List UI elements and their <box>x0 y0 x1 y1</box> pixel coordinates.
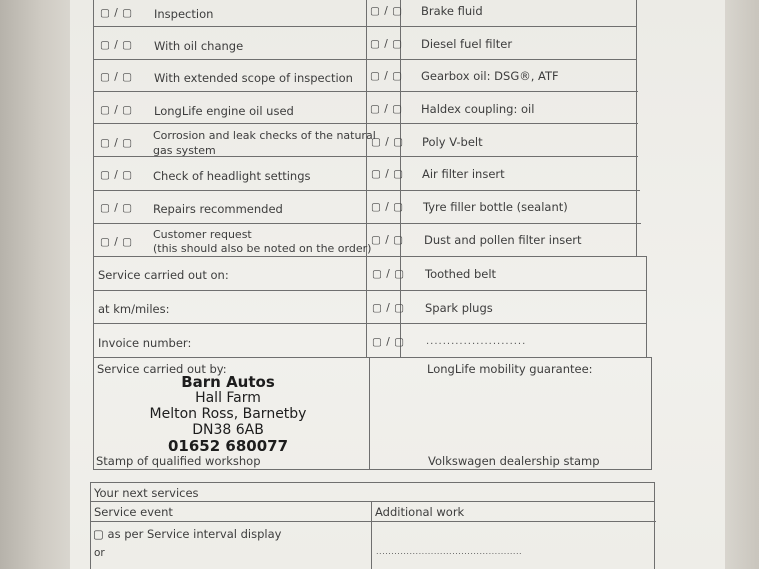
row-line <box>93 357 651 358</box>
item-brake-fluid: Brake fluid <box>421 4 483 18</box>
item-inspection: Inspection <box>154 7 214 21</box>
invoice-number-label: Invoice number: <box>98 336 192 350</box>
item-longlife-oil: LongLife engine oil used <box>154 104 294 118</box>
item-corrosion-check-line1: Corrosion and leak checks of the natural <box>153 129 376 142</box>
row-line <box>93 223 641 224</box>
item-customer-request-line2: (this should also be noted on the order) <box>153 242 372 255</box>
row-line <box>93 123 638 124</box>
workshop-postcode: DN38 6AB <box>192 422 264 438</box>
row-line <box>93 91 638 92</box>
checkbox-pair[interactable]: ▢ / ▢ <box>100 137 133 149</box>
checkbox-pair[interactable]: ▢ / ▢ <box>372 302 405 314</box>
workshop-stamp <box>98 374 358 454</box>
workshop-phone: 01652 680077 <box>167 437 289 455</box>
next-table-right <box>654 482 655 569</box>
item-corrosion-check-line2: gas system <box>153 144 216 157</box>
col-additional-work: Additional work <box>375 505 465 519</box>
item-headlight-check: Check of headlight settings <box>153 169 311 183</box>
checkbox-pair[interactable]: ▢ / ▢ <box>100 71 133 83</box>
item-oil-change: With oil change <box>154 39 244 53</box>
workshop-address-line1: Hall Farm <box>195 390 261 406</box>
checkbox-pair[interactable]: ▢ / ▢ <box>100 104 133 116</box>
row-line <box>93 290 646 291</box>
checkbox-pair[interactable]: ▢ / ▢ <box>370 103 403 115</box>
row-line <box>93 59 636 60</box>
checkbox-pair[interactable]: ▢ / ▢ <box>371 168 404 180</box>
checkbox-pair[interactable]: ▢ / ▢ <box>100 39 133 51</box>
service-carried-out-by-label: Service carried out by: <box>97 362 227 376</box>
checkbox-pair[interactable]: ▢ / ▢ <box>372 268 405 280</box>
table-border-bottom <box>93 469 651 470</box>
workshop-address-line2: Melton Ross, Barnetby <box>149 406 307 422</box>
or-label: or <box>94 547 105 559</box>
longlife-guarantee-label: LongLife mobility guarantee: <box>427 362 593 376</box>
table-border-left <box>93 0 94 470</box>
checkbox-pair[interactable]: ▢ / ▢ <box>371 234 404 246</box>
row-line <box>93 190 640 191</box>
item-customer-request-line1: Customer request <box>153 228 252 241</box>
col-service-event: Service event <box>94 505 173 519</box>
checkbox-pair[interactable]: ▢ / ▢ <box>370 70 403 82</box>
service-record-page <box>70 0 725 569</box>
next-table-divider <box>371 501 372 569</box>
item-repairs-recommended: Repairs recommended <box>153 202 283 216</box>
item-poly-v-belt: Poly V-belt <box>422 135 483 149</box>
checkbox-pair[interactable]: ▢ / ▢ <box>100 169 133 181</box>
item-haldex-coupling: Haldex coupling: oil <box>421 102 535 116</box>
table-border-right-lower <box>651 357 652 470</box>
item-gearbox-oil: Gearbox oil: DSG®, ATF <box>421 69 559 83</box>
additional-work-line[interactable]: ................................................ <box>376 547 523 556</box>
item-toothed-belt: Toothed belt <box>425 267 497 281</box>
next-services-title: Your next services <box>94 486 199 500</box>
item-dust-pollen-filter: Dust and pollen filter insert <box>424 233 582 247</box>
background-left <box>0 0 70 569</box>
checkbox-pair[interactable]: ▢ / ▢ <box>371 136 404 148</box>
checkbox-pair[interactable]: ▢ / ▢ <box>100 202 133 214</box>
km-miles-label: at km/miles: <box>98 302 170 316</box>
workshop-name: Barn Autos <box>181 373 275 391</box>
item-extended-inspection: With extended scope of inspection <box>154 71 353 85</box>
checkbox-pair[interactable]: ▢ / ▢ <box>100 7 133 19</box>
checkbox-pair[interactable]: ▢ / ▢ <box>371 201 404 213</box>
stamp-qualified-workshop-label: Stamp of qualified workshop <box>96 454 261 468</box>
next-table-row-line <box>90 521 656 522</box>
dealership-stamp-label: Volkswagen dealership stamp <box>428 454 600 468</box>
item-air-filter: Air filter insert <box>422 167 505 181</box>
background-right <box>725 0 759 569</box>
item-spark-plugs: Spark plugs <box>425 301 493 315</box>
table-divider-upper <box>366 0 367 357</box>
checkbox-pair[interactable]: ▢ / ▢ <box>372 336 405 348</box>
table-divider-lower <box>369 357 370 470</box>
checkbox-pair[interactable]: ▢ / ▢ <box>370 5 403 17</box>
item-tyre-filler: Tyre filler bottle (sealant) <box>423 200 568 214</box>
next-table-left <box>90 482 91 569</box>
option-service-interval-display[interactable]: ▢ as per Service interval display <box>93 527 282 541</box>
table-border-right-upper <box>636 0 637 256</box>
checkbox-pair[interactable]: ▢ / ▢ <box>100 236 133 248</box>
item-blank-line[interactable]: ........................ <box>426 336 527 347</box>
checkbox-pair[interactable]: ▢ / ▢ <box>370 38 403 50</box>
row-line <box>93 256 646 257</box>
row-line <box>93 323 646 324</box>
row-line <box>93 26 636 27</box>
service-carried-out-on-label: Service carried out on: <box>98 268 229 282</box>
table-border-right-mid <box>646 256 647 357</box>
next-table-row-line <box>90 501 655 502</box>
next-table-top <box>90 482 654 483</box>
item-diesel-fuel-filter: Diesel fuel filter <box>421 37 513 51</box>
